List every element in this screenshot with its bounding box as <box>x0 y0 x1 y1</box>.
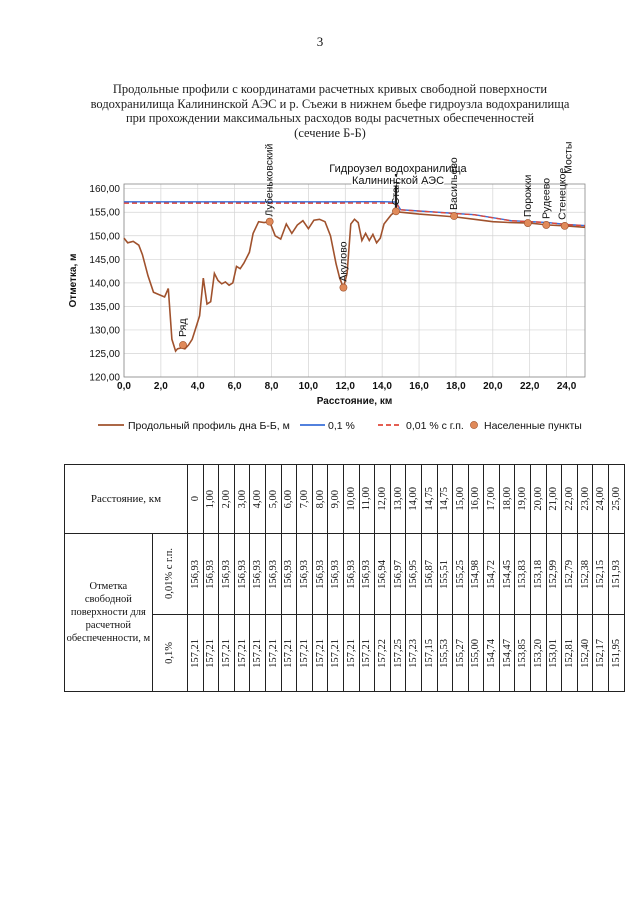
value-cell-text: 157,21 <box>345 638 357 668</box>
distance-cell <box>453 465 469 534</box>
value-cell-text: 156,93 <box>252 559 264 589</box>
value-cell <box>609 534 625 615</box>
value-cell-text: 156,87 <box>423 559 435 589</box>
value-cell <box>188 534 204 615</box>
distance-cell-text: 21,00 <box>548 487 560 511</box>
distance-cell-text: 24,00 <box>595 487 607 511</box>
x-tick-label: 12,0 <box>335 381 356 392</box>
y-tick-label: 150,00 <box>89 231 120 243</box>
distance-cell-text: 25,00 <box>610 487 622 511</box>
legend-label-2: 0,1 % <box>328 420 355 432</box>
value-cell-text: 157,21 <box>205 638 217 668</box>
value-cell <box>531 615 547 692</box>
distance-cell <box>515 465 531 534</box>
value-cell-text: 156,93 <box>236 559 248 589</box>
value-cell <box>484 534 500 615</box>
value-cell <box>468 615 484 692</box>
value-cell-text: 156,93 <box>298 559 310 589</box>
value-cell-text: 155,25 <box>454 559 466 589</box>
distance-cell-text: 13,00 <box>392 487 404 511</box>
value-cell <box>499 615 515 692</box>
value-cell-text: 152,99 <box>548 559 560 589</box>
value-cell <box>593 615 609 692</box>
value-cell-text: 152,17 <box>595 638 607 668</box>
distance-cell-text: 7,00 <box>298 489 310 509</box>
distance-cell-text: 2,00 <box>220 489 232 509</box>
value-cell-text: 152,40 <box>579 638 591 668</box>
distance-cell <box>375 465 391 534</box>
value-cell <box>577 615 593 692</box>
value-cell-text: 155,00 <box>470 638 482 668</box>
value-cell <box>406 534 422 615</box>
value-cell-text: 157,21 <box>361 638 373 668</box>
legend-label-1: Продольный профиль дна Б-Б, м <box>128 420 290 432</box>
distance-cell-text: 6,00 <box>283 489 295 509</box>
distance-cell <box>343 465 359 534</box>
value-cell <box>609 615 625 692</box>
distance-cell <box>328 465 344 534</box>
distance-cell <box>219 465 235 534</box>
distance-cell <box>499 465 515 534</box>
value-cell <box>499 534 515 615</box>
distance-cell-text: 5,00 <box>267 489 279 509</box>
settlement-point <box>561 222 568 229</box>
title-line-3: при прохождении максимальных расходов воды расчетных обеспеченностей <box>125 111 535 125</box>
value-cell <box>437 534 453 615</box>
value-cell-text: 151,93 <box>610 559 622 589</box>
value-cell-text: 157,25 <box>392 638 404 668</box>
title-line-2: водохранилища Калининской АЭС и р. Съежи в нижнем бьефе гидроузла водохранилища <box>90 96 570 111</box>
row-label-2-text: 0,1% <box>164 642 176 664</box>
value-cell <box>188 615 204 692</box>
value-cell-text: 156,95 <box>408 559 420 589</box>
distance-header: Расстояние, км <box>65 465 188 534</box>
distance-cell <box>297 465 313 534</box>
value-cell <box>390 534 406 615</box>
value-cell-text: 153,18 <box>532 559 544 589</box>
x-tick-label: 18,0 <box>446 381 466 392</box>
value-cell <box>297 534 313 615</box>
value-cell-text: 157,21 <box>236 638 248 668</box>
value-cell <box>375 534 391 615</box>
value-cell-text: 156,93 <box>267 559 279 589</box>
row-label-2 <box>152 615 187 692</box>
value-cell-text: 157,23 <box>408 638 420 668</box>
value-cell-text: 153,83 <box>517 559 529 589</box>
value-cell-text: 153,85 <box>517 638 529 668</box>
distance-cell <box>406 465 422 534</box>
value-cell-text: 152,79 <box>564 559 576 589</box>
value-cell <box>312 534 328 615</box>
value-cell <box>546 615 562 692</box>
distance-cell <box>577 465 593 534</box>
x-tick-label: 24,0 <box>556 381 577 392</box>
x-tick-label: 10,0 <box>298 381 319 392</box>
value-cell <box>203 615 219 692</box>
value-cell <box>453 615 469 692</box>
legend-label-settlements: Населенные пункты <box>484 420 582 432</box>
settlement-label: Стенецкое <box>556 167 569 220</box>
distance-cell <box>531 465 547 534</box>
distance-cell-text: 8,00 <box>314 489 326 509</box>
value-cell-text: 157,21 <box>330 638 342 668</box>
value-cell-text: 151,95 <box>610 638 622 668</box>
distance-cell-text: 1,00 <box>205 489 217 509</box>
distance-cell <box>203 465 219 534</box>
value-cell <box>531 534 547 615</box>
legend-swatch-settlements <box>470 421 477 428</box>
title-line-1: Продольные профили с координатами расчетных кривых свободной поверхности <box>112 82 548 96</box>
distance-cell <box>437 465 453 534</box>
x-tick-label: 2,0 <box>153 381 168 392</box>
x-tick-label: 6,0 <box>227 381 242 392</box>
value-cell-text: 157,21 <box>189 638 201 668</box>
value-cell <box>406 615 422 692</box>
distance-cell-text: 18,00 <box>501 487 513 511</box>
settlement-point <box>450 212 457 219</box>
distance-cell <box>188 465 204 534</box>
value-cell <box>515 615 531 692</box>
distance-cell <box>484 465 500 534</box>
distance-cell <box>609 465 625 534</box>
value-cell <box>577 534 593 615</box>
value-cell <box>562 534 578 615</box>
settlement-label: Ряд <box>177 318 190 337</box>
value-cell-text: 154,45 <box>501 559 513 589</box>
settlement-label: Стан <box>389 181 402 206</box>
value-cell-text: 155,51 <box>439 559 451 589</box>
value-cell <box>343 615 359 692</box>
value-cell <box>250 615 266 692</box>
value-cell <box>421 615 437 692</box>
value-cell-text: 152,81 <box>564 638 576 668</box>
value-cell <box>390 615 406 692</box>
table-row <box>65 534 625 615</box>
distance-cell-text: 19,00 <box>517 487 529 511</box>
value-cell-text: 153,01 <box>548 638 560 668</box>
value-cell <box>234 534 250 615</box>
value-cell-text: 156,93 <box>220 559 232 589</box>
value-cell <box>250 534 266 615</box>
y-tick-label: 155,00 <box>89 207 120 219</box>
value-cell-text: 155,53 <box>439 638 451 668</box>
distance-cell-text: 22,00 <box>564 487 576 511</box>
dam-label-line-2: Калининской АЭС <box>351 175 445 187</box>
distance-cell <box>281 465 297 534</box>
settlement-label: Лубеньковский <box>263 143 276 217</box>
page-number: 3 <box>316 34 324 49</box>
x-tick-label: 16,0 <box>409 381 429 392</box>
value-cell <box>219 615 235 692</box>
value-cell-text: 156,93 <box>205 559 217 589</box>
value-cell <box>312 615 328 692</box>
y-tick-label: 135,00 <box>89 301 120 313</box>
row-label-1-text: 0,01% с г.п. <box>164 548 176 600</box>
distance-cell <box>359 465 375 534</box>
value-cell <box>375 615 391 692</box>
distance-cell <box>234 465 250 534</box>
plot-area <box>124 184 585 377</box>
value-cell-text: 157,22 <box>376 638 388 668</box>
settlement-point <box>392 208 399 215</box>
x-tick-label: 14,0 <box>372 381 392 392</box>
distance-cell-text: 14,75 <box>439 487 451 511</box>
value-cell-text: 153,20 <box>532 638 544 668</box>
distance-cell <box>265 465 281 534</box>
value-cell-text: 154,47 <box>501 638 513 668</box>
y-tick-label: 145,00 <box>89 254 120 266</box>
settlement-label: Порожки <box>521 174 534 218</box>
value-cell <box>281 615 297 692</box>
settlement-label: Мосты <box>562 141 575 174</box>
value-cell-text: 156,93 <box>314 559 326 589</box>
value-cell-text: 156,93 <box>283 559 295 589</box>
value-cell <box>203 534 219 615</box>
value-cell-text: 157,21 <box>252 638 264 668</box>
value-cell <box>468 534 484 615</box>
value-cell-text: 155,27 <box>454 638 466 668</box>
distance-cell-text: 4,00 <box>252 489 264 509</box>
distance-cell <box>593 465 609 534</box>
value-cell <box>421 534 437 615</box>
value-cell <box>234 615 250 692</box>
x-tick-label: 0,0 <box>117 381 131 392</box>
settlement-label: Акулово <box>337 241 350 282</box>
value-cell <box>546 534 562 615</box>
value-cell-text: 156,93 <box>361 559 373 589</box>
distance-cell-text: 11,00 <box>361 487 373 511</box>
distance-cell-text: 0 <box>189 496 201 502</box>
distance-cell-text: 20,00 <box>532 487 544 511</box>
profile-chart <box>0 0 640 450</box>
distance-cell <box>312 465 328 534</box>
row-label-1 <box>152 534 187 615</box>
settlement-point <box>179 341 186 348</box>
y-tick-label: 125,00 <box>89 348 120 360</box>
value-cell-text: 157,21 <box>283 638 295 668</box>
y-tick-label: 140,00 <box>89 278 120 290</box>
settlement-label: Васильево <box>448 157 461 211</box>
y-tick-label: 160,00 <box>89 184 120 196</box>
value-cell <box>453 534 469 615</box>
distance-cell-text: 10,00 <box>345 487 357 511</box>
distance-cell-text: 23,00 <box>579 487 591 511</box>
settlement-point <box>340 284 347 291</box>
y-tick-label: 120,00 <box>89 372 120 384</box>
value-cell-text: 157,21 <box>314 638 326 668</box>
value-cell <box>359 615 375 692</box>
distance-cell <box>421 465 437 534</box>
x-axis-label: Расстояние, км <box>316 396 393 407</box>
value-cell <box>328 534 344 615</box>
x-tick-label: 4,0 <box>190 381 205 392</box>
distance-cell-text: 12,00 <box>376 487 388 511</box>
distance-cell <box>250 465 266 534</box>
value-cell <box>562 615 578 692</box>
water-level-table <box>64 464 625 692</box>
value-cell <box>219 534 235 615</box>
dam-label-line-1: Гидроузел водохранилища <box>329 163 467 175</box>
value-cell <box>265 534 281 615</box>
value-cell-text: 152,38 <box>579 559 591 589</box>
value-cell-text: 156,97 <box>392 559 404 589</box>
value-cell-text: 156,93 <box>189 559 201 589</box>
distance-cell <box>468 465 484 534</box>
value-cell-text: 157,21 <box>298 638 310 668</box>
distance-cell <box>546 465 562 534</box>
distance-cell-text: 14,75 <box>423 487 435 511</box>
value-cell-text: 157,21 <box>267 638 279 668</box>
title-line-4: (сечение Б-Б) <box>294 125 366 140</box>
distance-cell-text: 9,00 <box>330 489 342 509</box>
value-cell <box>515 534 531 615</box>
distance-cell-text: 17,00 <box>486 487 498 511</box>
y-tick-label: 130,00 <box>89 325 120 337</box>
value-cell <box>297 615 313 692</box>
value-cell-text: 157,21 <box>220 638 232 668</box>
value-cell <box>281 534 297 615</box>
value-cell <box>265 615 281 692</box>
distance-cell <box>390 465 406 534</box>
value-cell <box>359 534 375 615</box>
table-header-row <box>65 465 625 534</box>
value-cell-text: 154,98 <box>470 559 482 589</box>
distance-cell-text: 15,00 <box>454 487 466 511</box>
value-cell-text: 157,15 <box>423 638 435 668</box>
value-cell <box>343 534 359 615</box>
value-cell <box>328 615 344 692</box>
value-cell-text: 154,72 <box>486 559 498 589</box>
value-cell <box>437 615 453 692</box>
value-cell-text: 156,94 <box>376 559 388 589</box>
value-cell <box>484 615 500 692</box>
x-tick-label: 8,0 <box>264 381 279 392</box>
distance-cell-text: 14,00 <box>408 487 420 511</box>
distance-cell <box>562 465 578 534</box>
settlement-point <box>543 221 550 228</box>
distance-cell-text: 3,00 <box>236 489 248 509</box>
x-tick-label: 20,0 <box>483 381 503 392</box>
value-cell-text: 154,74 <box>486 638 498 668</box>
x-tick-label: 22,0 <box>519 381 540 392</box>
settlement-point <box>524 219 531 226</box>
y-axis-label: Отметка, м <box>68 253 79 308</box>
value-cell-text: 156,93 <box>330 559 342 589</box>
row-group-label: Отметка свободной поверхности для расчетной обеспеченности, м <box>65 534 153 692</box>
value-cell-text: 156,93 <box>345 559 357 589</box>
settlement-label: Рудеево <box>540 177 553 219</box>
settlement-point <box>266 218 273 225</box>
legend-label-3: 0,01 % с г.п. <box>406 420 464 432</box>
value-cell <box>593 534 609 615</box>
distance-cell-text: 16,00 <box>470 487 482 511</box>
value-cell-text: 152,15 <box>595 559 607 589</box>
